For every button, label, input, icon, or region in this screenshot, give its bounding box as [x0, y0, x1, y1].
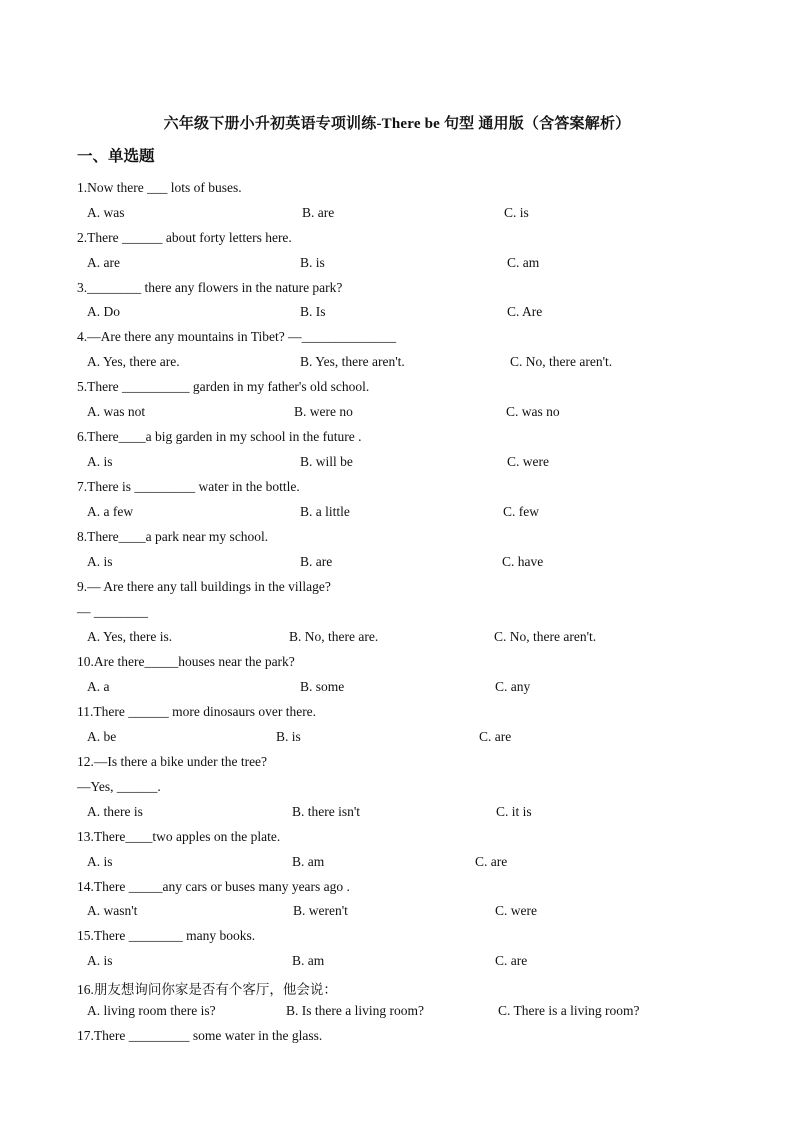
q2-option-a: A. are — [87, 255, 120, 270]
question-8: 8.There____a park near my school. — [77, 529, 269, 544]
question-4: 4.—Are there any mountains in Tibet? —______________ — [77, 329, 397, 344]
q5-option-a: A. was not — [87, 404, 146, 419]
q2-option-c: C. am — [507, 255, 540, 270]
question-14: 14.There _____any cars or buses many years ago . — [77, 879, 350, 894]
q4-option-a: A. Yes, there are. — [87, 354, 180, 369]
q1-option-b: B. are — [302, 205, 335, 220]
q15-option-b: B. am — [292, 953, 325, 968]
document-title: 六年级下册小升初英语专项训练-There be 句型 通用版（含答案解析） — [163, 116, 631, 132]
q10-option-b: B. some — [300, 679, 345, 694]
question-12: 12.—Is there a bike under the tree? — [77, 754, 268, 769]
question-5: 5.There __________ garden in my father's old school. — [77, 379, 370, 394]
q12-option-b: B. there isn't — [292, 804, 361, 819]
question-9: 9.— Are there any tall buildings in the village? — [77, 579, 331, 594]
q16-option-a: A. living room there is? — [87, 1003, 216, 1018]
question-15: 15.There ________ many books. — [77, 928, 256, 943]
q7-option-a: A. a few — [87, 504, 134, 519]
question-1: 1.Now there ___ lots of buses. — [77, 180, 242, 195]
q6-option-a: A. is — [87, 454, 113, 469]
question-13: 13.There____two apples on the plate. — [77, 829, 281, 844]
q3-option-b: B. Is — [300, 304, 326, 319]
q11-option-a: A. be — [87, 729, 117, 744]
q11-option-c: C. are — [479, 729, 512, 744]
question-2: 2.There ______ about forty letters here. — [77, 230, 292, 245]
q10-option-c: C. any — [495, 679, 531, 694]
q10-option-a: A. a — [87, 679, 110, 694]
q12-option-c: C. it is — [496, 804, 532, 819]
q9-option-c: C. No, there aren't. — [494, 629, 597, 644]
question-7: 7.There is _________ water in the bottle. — [77, 479, 300, 494]
q15-option-a: A. is — [87, 953, 113, 968]
question-11: 11.There ______ more dinosaurs over there. — [77, 704, 317, 719]
q2-option-b: B. is — [300, 255, 325, 270]
question-17: 17.There _________ some water in the glass. — [77, 1028, 323, 1043]
q4-option-b: B. Yes, there aren't. — [300, 354, 405, 369]
q13-option-a: A. is — [87, 854, 113, 869]
q14-option-a: A. wasn't — [87, 903, 138, 918]
q15-option-c: C. are — [495, 953, 528, 968]
q4-option-c: C. No, there aren't. — [510, 354, 613, 369]
question-9-answer-line: — ________ — [77, 604, 148, 619]
question-6: 6.There____a big garden in my school in the future . — [77, 429, 362, 444]
q12-option-a: A. there is — [87, 804, 143, 819]
q1-option-a: A. was — [87, 205, 125, 220]
q5-option-c: C. was no — [506, 404, 560, 419]
q9-option-a: A. Yes, there is. — [87, 629, 173, 644]
q11-option-b: B. is — [276, 729, 301, 744]
question-3: 3.________ there any flowers in the nature park? — [77, 280, 343, 295]
q16-option-c: C. There is a living room? — [498, 1003, 640, 1018]
q3-option-c: C. Are — [507, 304, 543, 319]
q5-option-b: B. were no — [294, 404, 353, 419]
q13-option-c: C. are — [475, 854, 508, 869]
q14-option-c: C. were — [495, 903, 537, 918]
q9-option-b: B. No, there are. — [289, 629, 379, 644]
section-heading: 一、单选题 — [77, 148, 155, 165]
question-12-answer-line: —Yes, ______. — [77, 779, 161, 794]
q13-option-b: B. am — [292, 854, 325, 869]
q8-option-c: C. have — [502, 554, 544, 569]
q6-option-b: B. will be — [300, 454, 353, 469]
q8-option-b: B. are — [300, 554, 333, 569]
q1-option-c: C. is — [504, 205, 529, 220]
question-10: 10.Are there_____houses near the park? — [77, 654, 295, 669]
q16-option-b: B. Is there a living room? — [286, 1003, 424, 1018]
q14-option-b: B. weren't — [293, 903, 348, 918]
q6-option-c: C. were — [507, 454, 549, 469]
question-16: 16.朋友想询问你家是否有个客厅，他会说： — [77, 982, 337, 997]
q3-option-a: A. Do — [87, 304, 120, 319]
q7-option-c: C. few — [503, 504, 539, 519]
q8-option-a: A. is — [87, 554, 113, 569]
q7-option-b: B. a little — [300, 504, 350, 519]
